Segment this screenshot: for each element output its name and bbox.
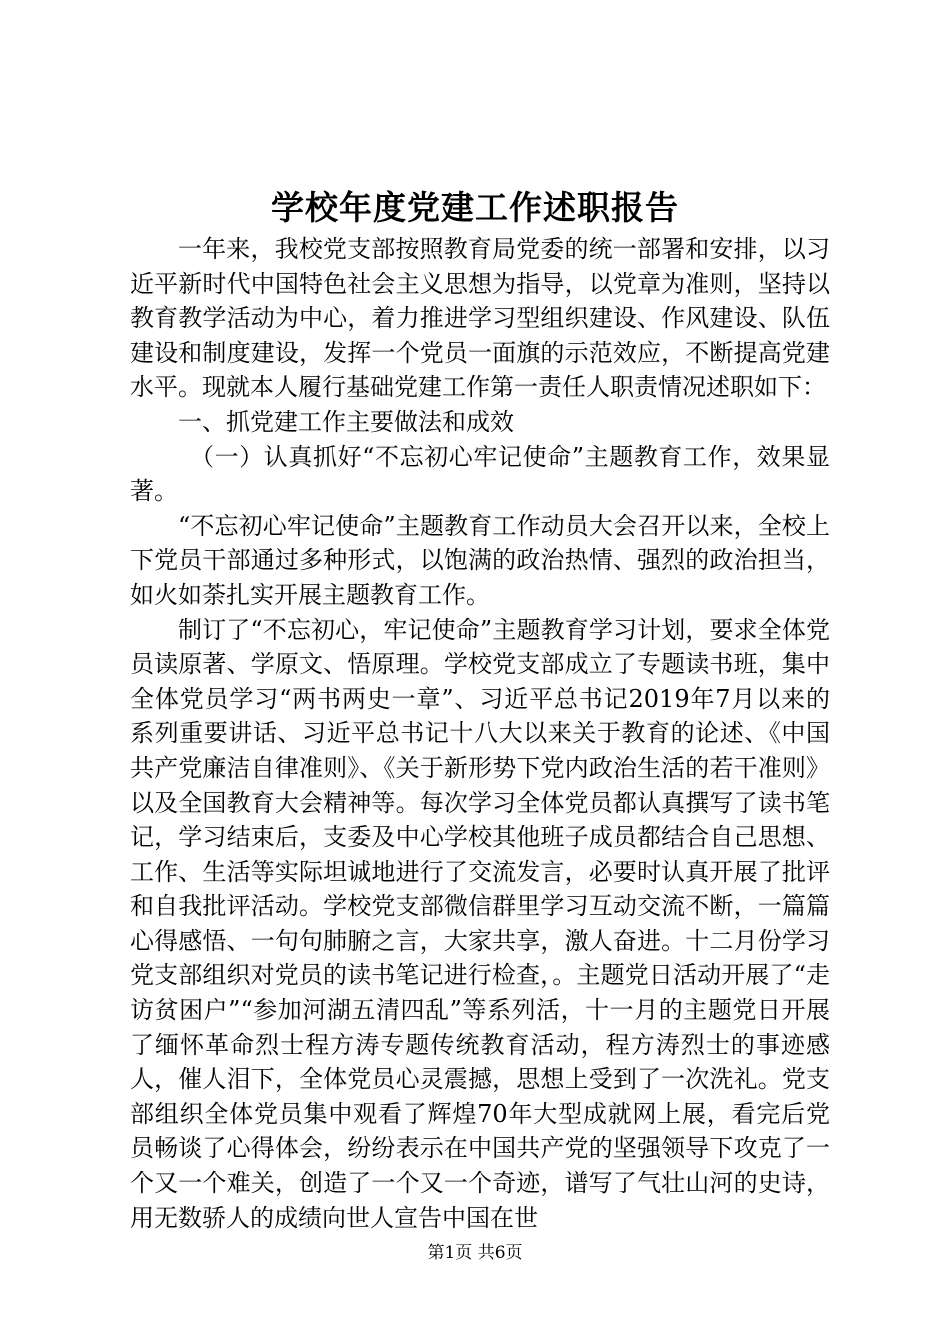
intro-paragraph: 一年来，我校党支部按照教育局党委的统一部署和安排，以习近平新时代中国特色社会主义思想为指导，以党章为准则，坚持以教育教学活动为中心，着力推进学习型组织建设、作风建设、队伍建设和制度建设，发挥一个党员一面旗的示范效应，不断提高党建水平。现就本人履行基础党建工作第一责任人职责情况述职如下： — [130, 235, 830, 402]
section-heading: 一、抓党建工作主要做法和成效 — [178, 407, 514, 436]
body-paragraph: “不忘初心牢记使命”主题教育工作动员大会召开以来，全校上下党员干部通过多种形式，以饱满的政治热情、强烈的政治担当，如火如荼扎实开展主题教育工作。 — [130, 511, 830, 609]
page-footer: 第1页 共6页 — [427, 1243, 523, 1263]
body-paragraph: 制订了“不忘初心，牢记使命”主题教育学习计划，要求全体党员读原著、学原文、悟原理。学校党支部成立了专题读书班，集中全体党员学习“两书两史一章”、习近平总书记2019年7月以来的系列重要讲话、习近平总书记十八大以来关于教育的论述、《中国共产党廉洁自律准则》、《关于新形势下党内政治生活的若干准则》以及全国教育大会精神等。每次学习全体党员都认真撰写了读书笔记，学习结束后，支委及中心学校其他班子成员都结合自己思想、工作、生活等实际坦诚地进行了交流发言，必要时认真开展了批评和自我批评活动。学校党支部微信群里学习互动交流不断，一篇篇心得感悟、一句句肺腑之言，大家共享，激人奋进。十二月份学习党支部组织对党员的读书笔记进行检查，。主题党日活动开展了“走访贫困户”“参加河湖五清四乱”等系列活，十一月的主题党日开展了缅怀革命烈士程方涛专题传统教育活动，程方涛烈士的事迹感人，催人泪下，全体党员心灵震撼，思想上受到了一次洗礼。党支部组织全体党员集中观看了辉煌70年大型成就网上展，看完后党员畅谈了心得体会，纷纷表示在中国共产党的坚强领导下攻克了一个又一个难关，创造了一个又一个奇迹，谱写了气壮山河的史诗，用无数骄人的成绩向世人宣告中国在世 — [130, 615, 830, 1232]
document-body — [130, 232, 830, 1235]
page-title: 学校年度党建工作述职报告 — [271, 188, 679, 227]
subsection-heading: （一）认真抓好“不忘初心牢记使命”主题教育工作，效果显著。 — [130, 442, 830, 506]
